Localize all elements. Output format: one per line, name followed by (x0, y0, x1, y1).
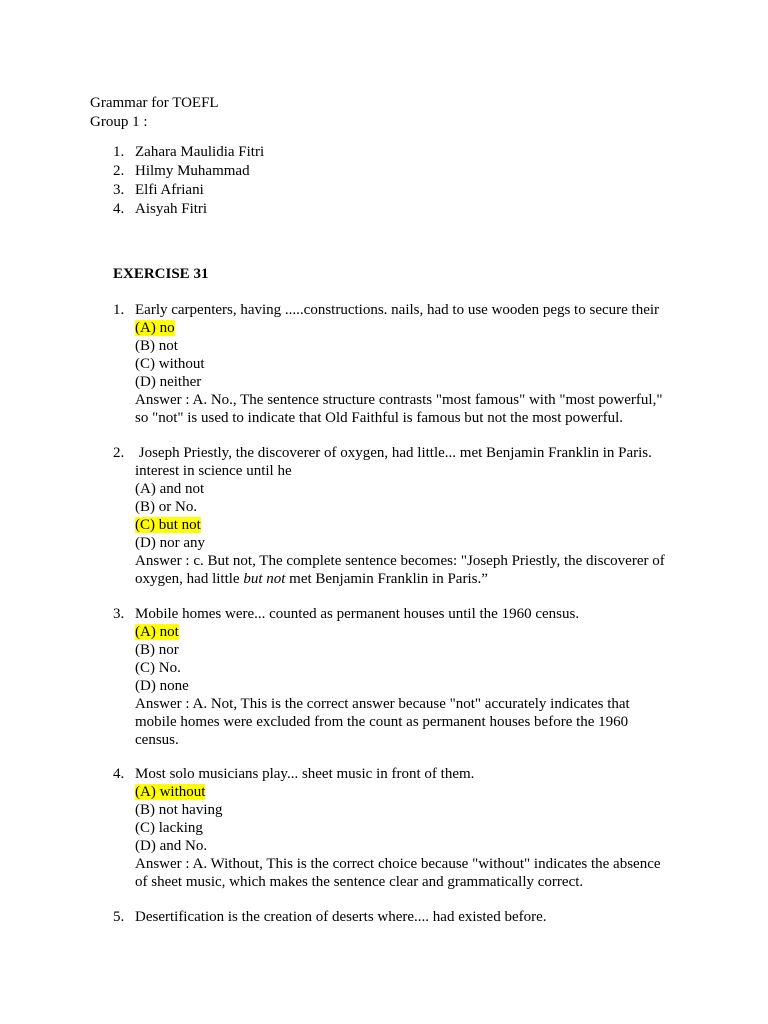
option-b: (B) not (135, 338, 178, 354)
question-1 (90, 301, 680, 427)
option-c: (C) without (135, 356, 205, 372)
list-number: 1. (113, 144, 125, 160)
question-number: 2. (113, 445, 125, 461)
member-name: Zahara Maulidia Fitri (135, 144, 265, 160)
answer-text: met Benjamin Franklin in Paris.” (285, 571, 488, 587)
group-label: Group 1 : (90, 114, 148, 130)
list-number: 4. (113, 201, 125, 217)
document-header (90, 94, 219, 132)
question-number: 1. (113, 302, 125, 318)
question-5 (90, 908, 680, 926)
answer-line-1: Answer : c. But not, The complete sentence becomes: "Joseph Priestly, the discoverer of (135, 553, 665, 569)
option-a: (A) and not (135, 481, 205, 497)
option-a-highlighted: (A) no (135, 320, 175, 336)
question-3 (90, 605, 680, 749)
question-prompt: Desertification is the creation of deserts where.... had existed before. (135, 909, 547, 925)
question-prompt: Most solo musicians play... sheet music in front of them. (135, 766, 475, 782)
answer-emphasis: but not (243, 571, 286, 587)
question-prompt: Joseph Priestly, the discoverer of oxygen, had little... met Benjamin Franklin in Paris. (135, 445, 652, 461)
member-name: Elfi Afriani (135, 182, 204, 198)
option-d: (D) neither (135, 374, 202, 390)
option-a-highlighted: (A) not (135, 624, 179, 640)
answer-line-2 (135, 570, 680, 588)
question-2 (90, 444, 680, 588)
question-4 (90, 765, 680, 891)
question-number: 3. (113, 606, 125, 622)
option-c: (C) No. (135, 660, 181, 676)
question-number: 4. (113, 766, 125, 782)
member-list (90, 143, 264, 219)
document-title: Grammar for TOEFL (90, 95, 219, 111)
option-b: (B) or No. (135, 499, 198, 515)
option-d: (D) none (135, 678, 189, 694)
answer-line-1: Answer : A. Without, This is the correct choice because "without" indicates the absence (135, 856, 661, 872)
option-d: (D) nor any (135, 535, 205, 551)
option-a-highlighted: (A) without (135, 784, 206, 800)
list-item (90, 181, 264, 200)
question-prompt-continued: interest in science until he (135, 463, 292, 479)
question-prompt: Mobile homes were... counted as permanent houses until the 1960 census. (135, 606, 580, 622)
question-prompt: Early carpenters, having .....constructions. nails, had to use wooden pegs to secure their (135, 302, 660, 318)
member-name: Hilmy Muhammad (135, 163, 250, 179)
answer-line-1: Answer : A. Not, This is the correct answer because "not" accurately indicates that (135, 696, 630, 712)
answer-line-2: mobile homes were excluded from the count as permanent houses before the 1960 (135, 714, 629, 730)
question-number: 5. (113, 909, 125, 925)
option-b: (B) not having (135, 802, 223, 818)
list-number: 2. (113, 163, 125, 179)
exercise-title: EXERCISE 31 (113, 266, 209, 282)
answer-line-1: Answer : A. No., The sentence structure contrasts "most famous" with "most powerful," (135, 392, 663, 408)
answer-line-2: so "not" is used to indicate that Old Faithful is famous but not the most powerful. (135, 410, 624, 426)
list-item (90, 143, 264, 162)
list-item (90, 162, 264, 181)
answer-line-3: census. (135, 732, 179, 748)
option-b: (B) nor (135, 642, 179, 658)
member-name: Aisyah Fitri (135, 201, 208, 217)
answer-line-2: of sheet music, which makes the sentence clear and grammatically correct. (135, 874, 584, 890)
option-d: (D) and No. (135, 838, 208, 854)
option-c-highlighted: (C) but not (135, 517, 201, 533)
option-c: (C) lacking (135, 820, 203, 836)
list-number: 3. (113, 182, 125, 198)
answer-text: oxygen, had little (135, 571, 244, 587)
list-item (90, 200, 264, 219)
